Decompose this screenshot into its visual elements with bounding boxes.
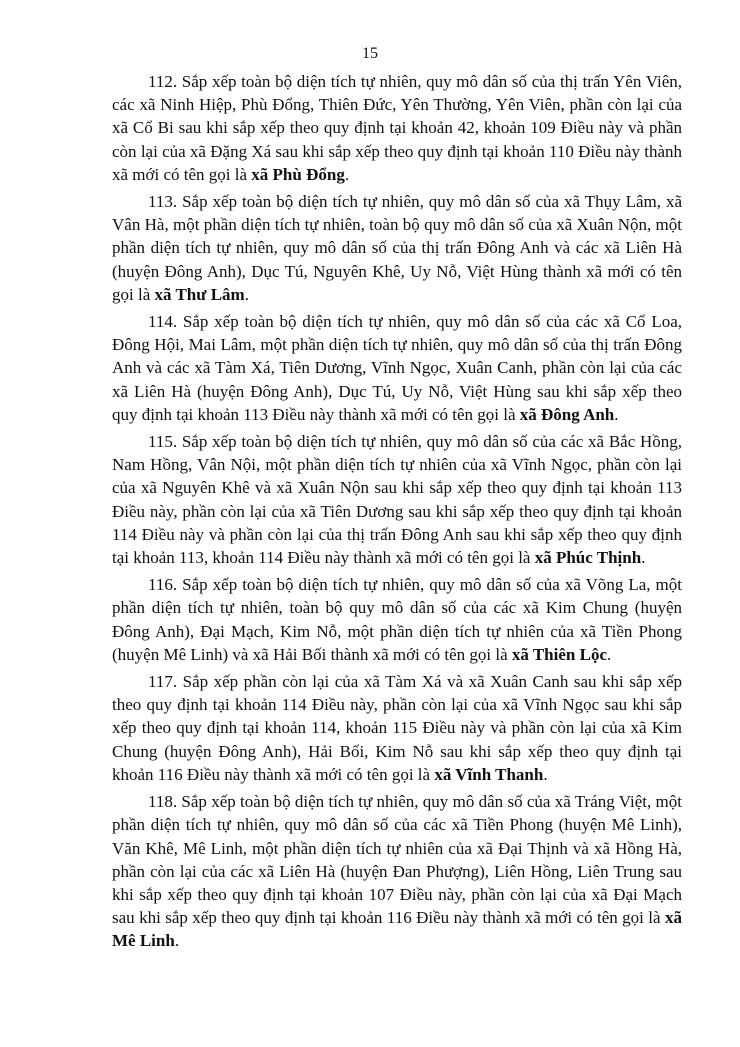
article-text: 118. Sắp xếp toàn bộ diện tích tự nhiên, quy mô dân số của xã Tráng Việt, một phần diện tích tự nhiên, quy mô dân số của các xã Tiền Phong (huyện Mê Linh), Văn Khê, Mê Linh, một phần diện tích tự nhiên của xã Đại Thịnh và xã Hồng Hà, phần còn lại của các xã Liên Hà (huyện Đan Phượng), Liên Hồng, Liên Trung sau khi sắp xếp theo quy định tại khoản 107 Điều này, phần còn lại của xã Đại Mạch sau khi sắp xếp theo quy định tại khoản 116 Điều này thành xã mới có tên gọi là [112, 792, 682, 928]
article-end: . [174, 931, 180, 951]
article-end: . [543, 764, 548, 784]
page-number: 15 [362, 45, 378, 62]
article-end: . [606, 644, 612, 664]
article-text: 117. Sắp xếp phần còn lại của xã Tàm Xá và xã Xuân Canh sau khi sắp xếp theo quy định tại khoản 114 Điều này, phần còn lại của xã Vĩnh Ngọc sau khi sắp xếp theo quy định tại khoản 114, khoản 115 Điều này và phần còn lại của xã Kim Chung (huyện Đông Anh), Hải Bối, Kim Nỗ sau khi sắp xếp theo quy định tại khoản 116 Điều này thành xã mới có tên gọi là [112, 672, 682, 784]
commune-name: xã Phúc Thịnh [534, 548, 642, 568]
article-114 [112, 310, 682, 426]
document-body [112, 70, 682, 957]
article-113 [112, 190, 682, 306]
article-text: 115. Sắp xếp toàn bộ diện tích tự nhiên, quy mô dân số của các xã Bắc Hồng, Nam Hồng, Vân Nội, một phần diện tích tự nhiên của xã Vĩnh Ngọc, phần còn lại của xã Nguyên Khê và xã Xuân Nộn sau khi sắp xếp theo quy định tại khoản 113 Điều này, phần còn lại của xã Tiên Dương sau khi sắp xếp theo quy định tại khoản 114 Điều này và phần còn lại của thị trấn Đông Anh sau khi sắp xếp theo quy định tại khoản 113, khoản 114 Điều này thành xã mới có tên gọi là [112, 432, 682, 568]
article-end: . [244, 284, 249, 304]
article-117 [112, 670, 682, 786]
article-text: 116. Sắp xếp toàn bộ diện tích tự nhiên, quy mô dân số của xã Võng La, một phần diện tích tự nhiên, toàn bộ quy mô dân số của các xã Kim Chung (huyện Đông Anh), Đại Mạch, Kim Nỗ, một phần diện tích tự nhiên của xã Tiền Phong (huyện Mê Linh) và xã Hải Bối thành xã mới có tên gọi là [112, 575, 682, 664]
commune-name: xã Thư Lâm [154, 284, 245, 304]
commune-name: xã Thiên Lộc [511, 644, 607, 664]
article-end: . [641, 548, 646, 568]
article-116 [112, 573, 682, 666]
article-text: 114. Sắp xếp toàn bộ diện tích tự nhiên, quy mô dân số của các xã Cổ Loa, Đông Hội, Mai Lâm, một phần diện tích tự nhiên, quy mô dân số của thị trấn Đông Anh và các xã Tàm Xá, Tiên Dương, Vĩnh Ngọc, Xuân Canh, phần còn lại của các xã Liên Hà (huyện Đông Anh), Dục Tú, Uy Nỗ, Việt Hùng sau khi sắp xếp theo quy định tại khoản 113 Điều này thành xã mới có tên gọi là [112, 312, 682, 424]
commune-name: xã Đông Anh [519, 404, 615, 424]
article-end: . [344, 164, 350, 184]
commune-name: xã Mê Linh [112, 908, 682, 951]
commune-name: xã Phù Đổng [251, 164, 345, 184]
article-end: . [614, 404, 619, 424]
commune-name: xã Vĩnh Thanh [434, 764, 544, 784]
article-text: 113. Sắp xếp toàn bộ diện tích tự nhiên, quy mô dân số của xã Thụy Lâm, xã Vân Hà, một phần diện tích tự nhiên, toàn bộ quy mô dân số của xã Xuân Nộn, một phần diện tích tự nhiên, quy mô dân số của thị trấn Đông Anh và các xã Liên Hà (huyện Đông Anh), Dục Tú, Nguyên Khê, Uy Nỗ, Việt Hùng thành xã mới có tên gọi là [112, 192, 682, 304]
article-text: 112. Sắp xếp toàn bộ diện tích tự nhiên, quy mô dân số của thị trấn Yên Viên, các xã Ninh Hiệp, Phù Đổng, Thiên Đức, Yên Thường, Yên Viên, phần còn lại của xã Cổ Bi sau khi sắp xếp theo quy định tại khoản 42, khoản 109 Điều này và phần còn lại của xã Đặng Xá sau khi sắp xếp theo quy định tại khoản 110 Điều này thành xã mới có tên gọi là [112, 72, 682, 184]
article-118 [112, 790, 682, 952]
article-115 [112, 430, 682, 569]
article-112 [112, 70, 682, 186]
